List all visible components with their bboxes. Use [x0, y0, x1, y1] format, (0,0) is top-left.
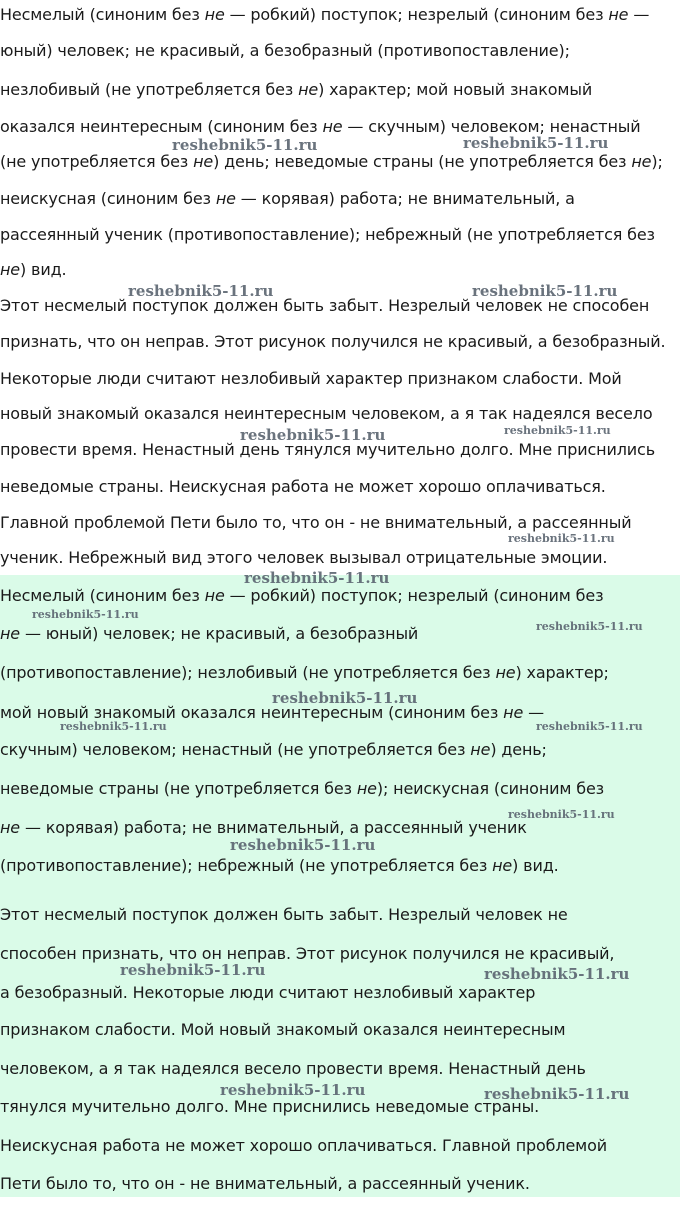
watermark: reshebnik5-11.ru — [536, 720, 643, 733]
watermark: reshebnik5-11.ru — [504, 424, 611, 437]
watermark: reshebnik5-11.ru — [128, 282, 274, 300]
italic-ne: не — [204, 586, 225, 605]
watermark: reshebnik5-11.ru — [484, 965, 630, 983]
watermark: reshebnik5-11.ru — [508, 532, 615, 545]
text-line: не — юный) человек; не красивый, а безобразный — [0, 624, 419, 643]
text-line: Пети было то, что он - не внимательный, а рассеянный ученик. — [0, 1174, 530, 1193]
italic-ne: не — [495, 663, 516, 682]
text-line: не — корявая) работа; не внимательный, а рассеянный ученик — [0, 818, 527, 837]
watermark: reshebnik5-11.ru — [32, 608, 139, 621]
italic-ne: не — [470, 740, 491, 759]
text-line: ученик. Небрежный вид этого человек вызывал отрицательные эмоции. — [0, 548, 608, 567]
text-line: провести время. Ненастный день тянулся мучительно долго. Мне приснились — [0, 440, 655, 459]
text-line: Несмелый (синоним без не — робкий) поступок; незрелый (синоним без — [0, 586, 604, 605]
italic-ne: не — [204, 5, 225, 24]
text-line: Некоторые люди считают незлобивый характер признаком слабости. Мой — [0, 369, 622, 388]
text-line: скучным) человеком; ненастный (не употребляется без не) день; — [0, 740, 547, 759]
text-line: неискусная (синоним без не — корявая) работа; не внимательный, а — [0, 189, 575, 208]
italic-ne: не — [356, 779, 377, 798]
text-line: (противопоставление); незлобивый (не употребляется без не) характер; — [0, 663, 609, 682]
text-line: тянулся мучительно долго. Мне приснились неведомые страны. — [0, 1097, 540, 1116]
text-line: Неискусная работа не может хорошо оплачиваться. Главной проблемой — [0, 1136, 607, 1155]
text-line: (не употребляется без не) день; неведомые страны (не употребляется без не); — [0, 152, 663, 171]
watermark: reshebnik5-11.ru — [120, 961, 266, 979]
watermark: reshebnik5-11.ru — [272, 689, 418, 707]
answer-text-section — [0, 575, 680, 1197]
text-line: не) вид. — [0, 260, 67, 279]
italic-ne: не — [0, 624, 21, 643]
italic-ne: не — [298, 80, 319, 99]
text-line: Несмелый (синоним без не — робкий) поступок; незрелый (синоним без не — — [0, 5, 650, 24]
italic-ne: не — [0, 260, 21, 279]
text-line: человеком, а я так надеялся весело провести время. Ненастный день — [0, 1059, 586, 1078]
italic-ne: не — [608, 5, 629, 24]
text-line: способен признать, что он неправ. Этот рисунок получился не красивый, — [0, 944, 615, 963]
text-line: неведомые страны. Неискусная работа не может хорошо оплачиваться. — [0, 477, 606, 496]
italic-ne: не — [215, 189, 236, 208]
watermark: reshebnik5-11.ru — [472, 282, 618, 300]
watermark: reshebnik5-11.ru — [463, 134, 609, 152]
italic-ne: не — [631, 152, 652, 171]
text-line: новый знакомый оказался неинтересным человеком, а я так надеялся весело — [0, 404, 653, 423]
text-line: неведомые страны (не употребляется без не); неискусная (синоним без — [0, 779, 605, 798]
text-line: Этот несмелый поступок должен быть забыт. Незрелый человек не способен — [0, 296, 650, 315]
watermark: reshebnik5-11.ru — [220, 1081, 366, 1099]
text-line: признать, что он неправ. Этот рисунок получился не красивый, а безобразный. — [0, 332, 666, 351]
text-line: незлобивый (не употребляется без не) характер; мой новый знакомый — [0, 80, 593, 99]
text-line: мой новый знакомый оказался неинтересным (синоним без не — — [0, 703, 544, 722]
text-line: Главной проблемой Пети было то, что он - не внимательный, а рассеянный — [0, 513, 632, 532]
text-line: (противопоставление); небрежный (не употребляется без не) вид. — [0, 856, 559, 875]
text-line: а безобразный. Некоторые люди считают незлобивый характер — [0, 983, 536, 1002]
italic-ne: не — [0, 818, 21, 837]
italic-ne: не — [193, 152, 214, 171]
text-line: Этот несмелый поступок должен быть забыт. Незрелый человек не — [0, 905, 568, 924]
watermark: reshebnik5-11.ru — [230, 836, 376, 854]
italic-ne: не — [492, 856, 513, 875]
text-line: оказался неинтересным (синоним без не — скучным) человеком; ненастный — [0, 117, 641, 136]
italic-ne: не — [503, 703, 524, 722]
text-line: признаком слабости. Мой новый знакомый оказался неинтересным — [0, 1020, 566, 1039]
text-line: рассеянный ученик (противопоставление); небрежный (не употребляется без — [0, 225, 655, 244]
watermark: reshebnik5-11.ru — [60, 720, 167, 733]
text-line: юный) человек; не красивый, а безобразный (противопоставление); — [0, 41, 570, 60]
watermark: reshebnik5-11.ru — [484, 1085, 630, 1103]
watermark: reshebnik5-11.ru — [172, 136, 318, 154]
watermark: reshebnik5-11.ru — [244, 569, 390, 587]
italic-ne: не — [322, 117, 343, 136]
watermark: reshebnik5-11.ru — [536, 620, 643, 633]
watermark: reshebnik5-11.ru — [508, 808, 615, 821]
watermark: reshebnik5-11.ru — [240, 426, 386, 444]
